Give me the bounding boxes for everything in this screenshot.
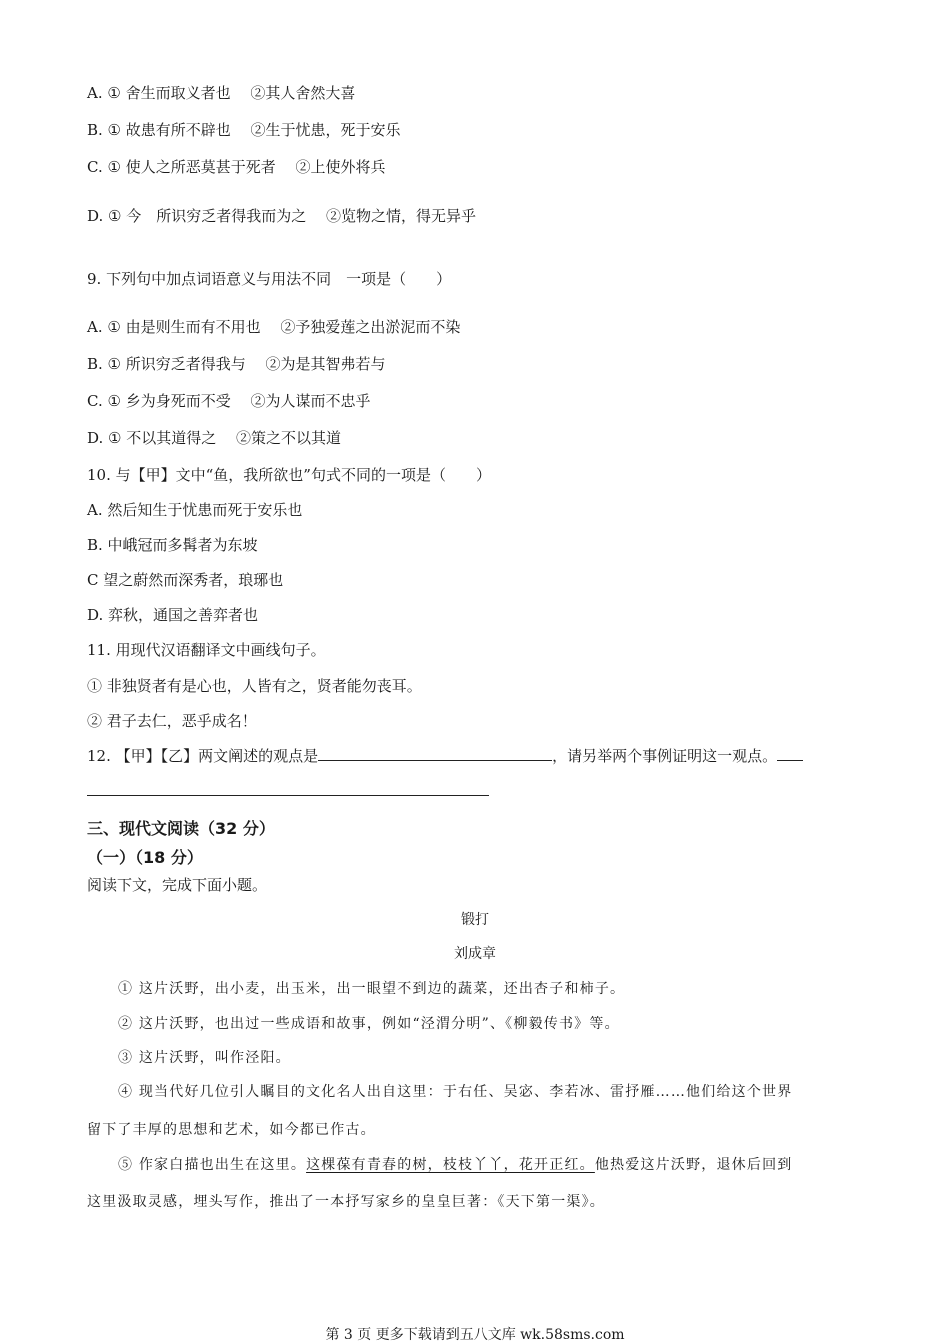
page-footer: 第 3 页 更多下载请到五八文库 wk.58sms.com xyxy=(325,1327,625,1343)
reading-instruction: 阅读下文，完成下面小题。 xyxy=(87,876,268,894)
underlined-sentence: 这棵葆有青春的树，枝枝丫丫，花开正红。 xyxy=(306,1157,595,1173)
q10-stem: 10. 与【甲】文中“鱼，我所欲也”句式不同的一项是（ ） xyxy=(87,466,491,484)
paragraph-3: ③ 这片沃野，叫作泾阳。 xyxy=(118,1050,291,1066)
section-title: 三、现代文阅读（32 分） xyxy=(87,819,275,838)
q8-option-d: D. ① 今 所识穷乏者得我而为之 ②览物之情，得无异乎 xyxy=(87,207,477,225)
q8-option-b: B. ① 故患有所不辟也 ②生于忧患，死于安乐 xyxy=(87,121,401,139)
q9-option-b: B. ① 所识穷乏者得我与 ②为是其智弗若与 xyxy=(87,355,386,373)
article-author: 刘成章 xyxy=(454,946,496,962)
q11-stem: 11. 用现代汉语翻译文中画线句子。 xyxy=(87,641,326,659)
q9-option-a: A. ① 由是则生而有不用也 ②予独爱莲之出淤泥而不染 xyxy=(87,318,461,336)
q9-option-c: C. ① 乡为身死而不受 ②为人谋而不忠乎 xyxy=(87,392,371,410)
answer-line[interactable] xyxy=(87,795,489,796)
q9-stem: 9. 下列句中加点词语意义与用法不同 一项是（ ） xyxy=(87,270,452,288)
subsection-title: （一）（18 分） xyxy=(87,848,203,867)
q8-option-c: C. ① 使人之所恶莫甚于死者 ②上使外将兵 xyxy=(87,158,386,176)
q10-option-b: B. 中峨冠而多髯者为东坡 xyxy=(87,536,258,554)
q12-stem: 12. 【甲】【乙】两文阐述的观点是 ，请另举两个事例证明这一观点。 xyxy=(87,745,803,766)
answer-blank[interactable] xyxy=(777,746,803,761)
q10-option-d: D. 弈秋，通国之善弈者也 xyxy=(87,606,259,624)
paragraph-4-line-2: 留下了丰厚的思想和艺术，如今都已作古。 xyxy=(87,1122,376,1138)
paragraph-2: ② 这片沃野，也出过一些成语和故事，例如“泾渭分明”、《柳毅传书》等。 xyxy=(118,1016,620,1032)
q10-option-a: A. 然后知生于忧患而死于安乐也 xyxy=(87,501,303,519)
q11-item-2: ② 君子去仁，恶乎成名！ xyxy=(87,712,257,730)
paragraph-1: ① 这片沃野，出小麦，出玉米，出一眼望不到边的蔬菜，还出杏子和柿子。 xyxy=(118,981,626,997)
answer-blank[interactable] xyxy=(318,746,552,761)
q11-item-1: ① 非独贤者有是心也，人皆有之，贤者能勿丧耳。 xyxy=(87,677,422,695)
paragraph-5-line-2: 这里汲取灵感，埋头写作，推出了一本抒写家乡的皇皇巨著：《天下第一渠》。 xyxy=(87,1194,605,1210)
paragraph-5-line-1: ⑤ 作家白描也出生在这里。这棵葆有青春的树，枝枝丫丫，花开正红。他热爱这片沃野，退休后回到 xyxy=(118,1157,793,1173)
q10-option-c: C 望之蔚然而深秀者，琅琊也 xyxy=(87,571,284,589)
q8-option-a: A. ① 舍生而取义者也 ②其人舍然大喜 xyxy=(87,84,356,102)
q9-option-d: D. ① 不以其道得之 ②策之不以其道 xyxy=(87,429,342,447)
article-title: 锻打 xyxy=(461,912,489,928)
paragraph-4-line-1: ④ 现当代好几位引人瞩目的文化名人出自这里：于右任、吴宓、李若冰、雷抒雁……他们给这个世界 xyxy=(118,1084,793,1100)
